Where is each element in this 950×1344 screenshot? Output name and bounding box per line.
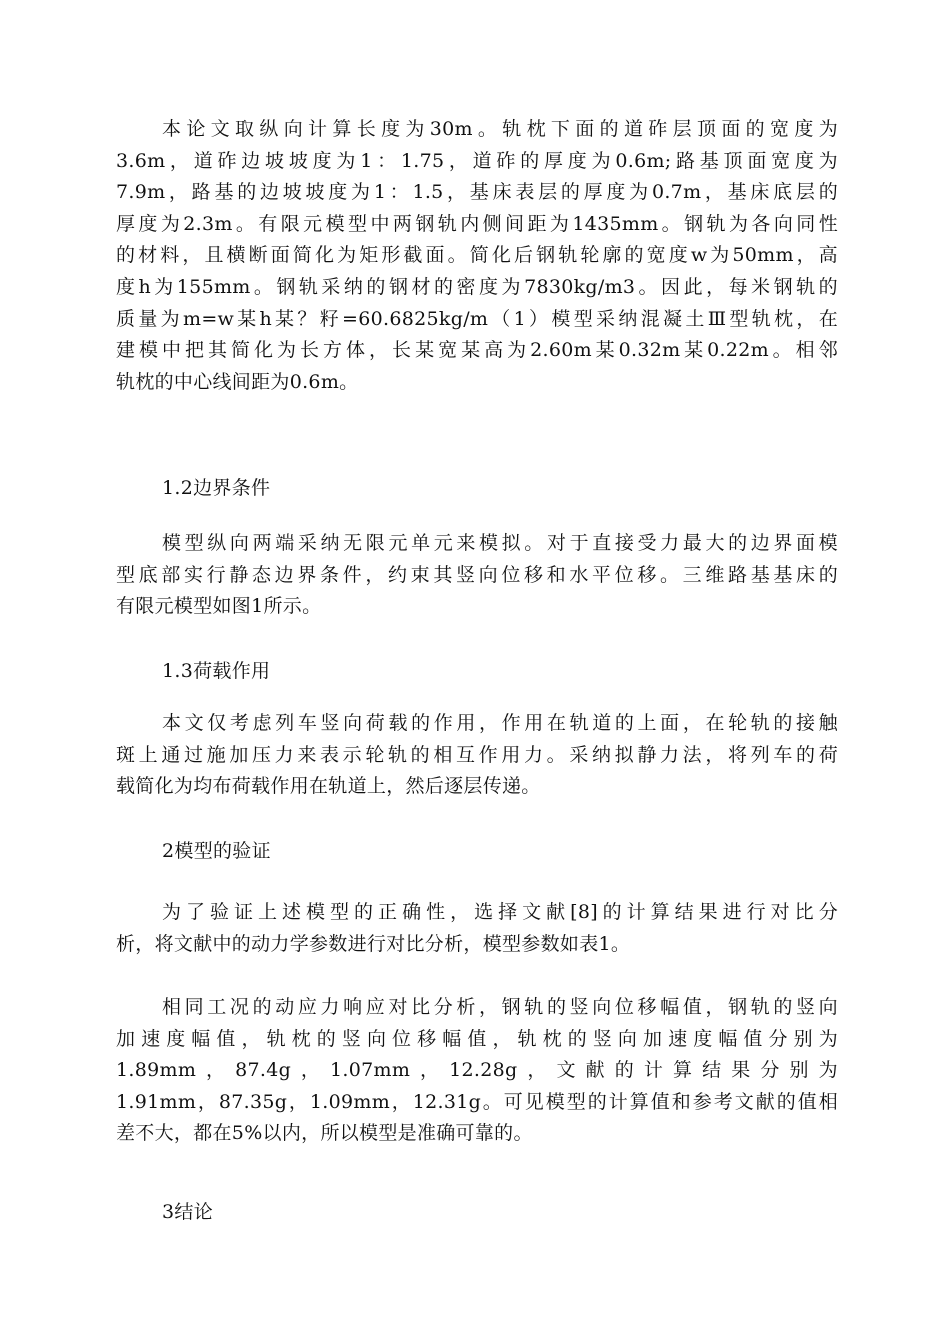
text-line: 差不大，都在5%以内，所以模型是准确可靠的。 bbox=[116, 1122, 533, 1145]
text-line: 本文仅考虑列车竖向荷载的作用，作用在轨道的上面，在轮轨的接触 bbox=[162, 712, 838, 734]
text-line: 载简化为均布荷载作用在轨道上，然后逐层传递。 bbox=[116, 775, 541, 798]
section-heading-load-action: 1.3荷载作用 bbox=[162, 660, 271, 682]
text-line: 模型纵向两端采纳无限元单元来模拟。对于直接受力最大的边界面模 bbox=[162, 532, 838, 554]
paragraph-load-action bbox=[116, 708, 838, 803]
text-line: 轨枕的中心线间距为0.6m。 bbox=[116, 370, 359, 393]
text-line: 斑上通过施加压力来表示轮轨的相互作用力。采纳拟静力法，将列车的荷 bbox=[116, 743, 838, 766]
section-heading-model-verification: 2模型的验证 bbox=[162, 840, 271, 862]
paragraph-verification-results bbox=[116, 992, 838, 1150]
text-line: 1.91mm，87.35g，1.09mm，12.31g。可见模型的计算值和参考文献的值相 bbox=[116, 1090, 838, 1113]
text-line: 3.6m，道砟边坡坡度为1：1.75，道砟的厚度为0.6m;路基顶面宽度为 bbox=[116, 149, 838, 172]
section-heading-boundary-conditions: 1.2边界条件 bbox=[162, 477, 271, 499]
text-line: 析，将文献中的动力学参数进行对比分析，模型参数如表1。 bbox=[116, 932, 631, 955]
text-line: 厚度为2.3m。有限元模型中两钢轨内侧间距为1435mm。钢轨为各向同性 bbox=[116, 212, 838, 235]
text-line: 质量为m=w某h某？籽=60.6825kg/m（1）模型采纳混凝土Ⅲ型轨枕，在 bbox=[116, 307, 838, 330]
text-line: 有限元模型如图1所示。 bbox=[116, 595, 322, 618]
section-heading-conclusion: 3结论 bbox=[162, 1201, 213, 1223]
paragraph-boundary-conditions bbox=[116, 528, 838, 623]
text-line: 度h为155mm。钢轨采纳的钢材的密度为7830kg/m3。因此，每米钢轨的 bbox=[116, 275, 838, 298]
text-line: 为了验证上述模型的正确性，选择文献[8]的计算结果进行对比分 bbox=[162, 901, 838, 923]
text-line: 本论文取纵向计算长度为30m。轨枕下面的道砟层顶面的宽度为 bbox=[162, 118, 838, 140]
text-line: 建模中把其简化为长方体，长某宽某高为2.60m某0.32m某0.22m。相邻 bbox=[116, 339, 838, 362]
text-line: 型底部实行静态边界条件，约束其竖向位移和水平位移。三维路基基床的 bbox=[116, 563, 838, 586]
paragraph-verification-intro bbox=[116, 897, 838, 960]
text-line: 的材料，且横断面简化为矩形截面。简化后钢轨轮廓的宽度w为50mm，高 bbox=[116, 244, 838, 267]
paragraph-model-dimensions bbox=[116, 114, 838, 398]
text-line: 7.9m，路基的边坡坡度为1：1.5，基床表层的厚度为0.7m，基床底层的 bbox=[116, 181, 838, 204]
text-line: 1.89mm，87.4g，1.07mm，12.28g，文献的计算结果分别为 bbox=[116, 1059, 838, 1082]
text-line: 加速度幅值，轨枕的竖向位移幅值，轨枕的竖向加速度幅值分别为 bbox=[116, 1027, 838, 1050]
text-line: 相同工况的动应力响应对比分析，钢轨的竖向位移幅值，钢轨的竖向 bbox=[162, 996, 838, 1018]
